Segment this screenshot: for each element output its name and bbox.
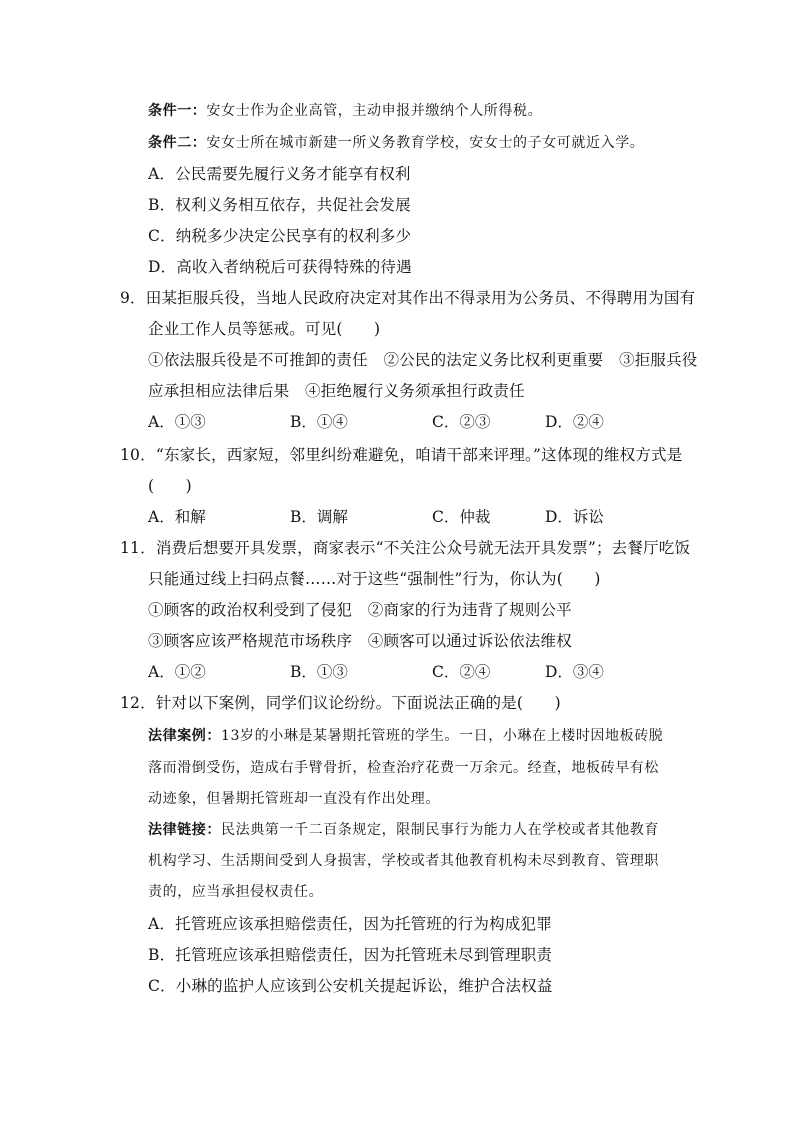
q10-option-b: B．调解 bbox=[290, 508, 348, 526]
q9-stem-line-1: 9．田某拒服兵役，当地人民政府决定对其作出不得录用为公务员、不得聘用为国有 bbox=[120, 289, 696, 307]
q12-case-text-1: 13岁的小琳是某暑期托管班的学生。一日，小琳在上楼时因地板砖脱 bbox=[221, 728, 664, 744]
q11-stem-line-2: 只能通过线上扫码点餐……对于这些“强制性”行为，你认为( ) bbox=[148, 570, 601, 588]
q12-option-a: A．托管班应该承担赔偿责任，因为托管班的行为构成犯罪 bbox=[148, 915, 552, 933]
q9-option-b: B．①④ bbox=[290, 413, 348, 431]
q10-stem-line-2: ( ) bbox=[148, 477, 192, 495]
q8-condition-2-text: 安女士所在城市新建一所义务教育学校，安女士的子女可就近入学。 bbox=[206, 135, 645, 151]
q12-stem: 12．针对以下案例，同学们议论纷纷。下面说法正确的是( ) bbox=[120, 694, 561, 712]
q11-option-d: D．③④ bbox=[545, 663, 604, 681]
q8-condition-1 bbox=[148, 101, 542, 121]
q8-option-c: C．纳税多少决定公民享有的权利多少 bbox=[148, 227, 412, 245]
q10-option-d: D．诉讼 bbox=[545, 508, 604, 526]
q8-condition-2 bbox=[148, 133, 644, 153]
q12-link-line-3: 责的，应当承担侵权责任。 bbox=[148, 884, 324, 900]
q8-condition-1-text: 安女士作为企业高管，主动申报并缴纳个人所得税。 bbox=[206, 103, 543, 119]
q11-stem-line-1: 11．消费后想要开具发票，商家表示“不关注公众号就无法开具发票”；去餐厅吃饭 bbox=[120, 539, 691, 557]
q12-case-line-2: 落而滑倒受伤，造成右手臂骨折，检查治疗花费一万余元。经查，地板砖早有松 bbox=[148, 760, 659, 776]
q9-statements-line-1: ①依法服兵役是不可推卸的责任 ②公民的法定义务比权利更重要 ③拒服兵役 bbox=[148, 351, 698, 369]
q12-case-line-3: 动迹象，但暑期托管班却一直没有作出处理。 bbox=[148, 791, 440, 807]
q10-option-c: C．仲裁 bbox=[432, 508, 491, 526]
q12-option-c: C．小琳的监护人应该到公安机关提起诉讼，维护合法权益 bbox=[148, 977, 553, 995]
q11-statements-line-1: ①顾客的政治权利受到了侵犯 ②商家的行为违背了规则公平 bbox=[148, 601, 572, 619]
q10-option-a: A．和解 bbox=[148, 508, 206, 526]
q12-link-text-1: 民法典第一千二百条规定，限制民事行为能力人在学校或者其他教育 bbox=[221, 822, 659, 838]
q8-option-d: D．高收入者纳税后可获得特殊的待遇 bbox=[148, 258, 412, 276]
q8-option-b: B．权利义务相互依存，共促社会发展 bbox=[148, 196, 411, 214]
q12-link-label: 法律链接： bbox=[148, 822, 221, 838]
q12-option-b: B．托管班应该承担赔偿责任，因为托管班未尽到管理职责 bbox=[148, 946, 553, 964]
q9-statements-line-2: 应承担相应法律后果 ④拒绝履行义务须承担行政责任 bbox=[148, 382, 525, 400]
q10-stem-line-1: 10．“东家长，西家短，邻里纠纷难避免，咱请干部来评理。”这体现的维权方式是 bbox=[120, 446, 683, 464]
q12-case-line-1 bbox=[148, 726, 663, 746]
q9-option-c: C．②③ bbox=[432, 413, 491, 431]
q12-case-label: 法律案例： bbox=[148, 728, 221, 744]
q12-link-line-1 bbox=[148, 820, 659, 840]
q8-option-a: A．公民需要先履行义务才能享有权利 bbox=[148, 165, 411, 183]
q11-option-b: B．①③ bbox=[290, 663, 348, 681]
q9-option-a: A．①③ bbox=[148, 413, 206, 431]
q11-statements-line-2: ③顾客应该严格规范市场秩序 ④顾客可以通过诉讼依法维权 bbox=[148, 632, 572, 650]
q9-stem-line-2: 企业工作人员等惩戒。可见( ) bbox=[148, 320, 381, 338]
q8-condition-2-label: 条件二： bbox=[148, 135, 207, 151]
q11-option-a: A．①② bbox=[148, 663, 206, 681]
q8-condition-1-label: 条件一： bbox=[148, 103, 207, 119]
q12-link-line-2: 机构学习、生活期间受到人身损害，学校或者其他教育机构未尽到教育、管理职 bbox=[148, 853, 659, 869]
q11-option-c: C．②④ bbox=[432, 663, 491, 681]
q9-option-d: D．②④ bbox=[545, 413, 604, 431]
